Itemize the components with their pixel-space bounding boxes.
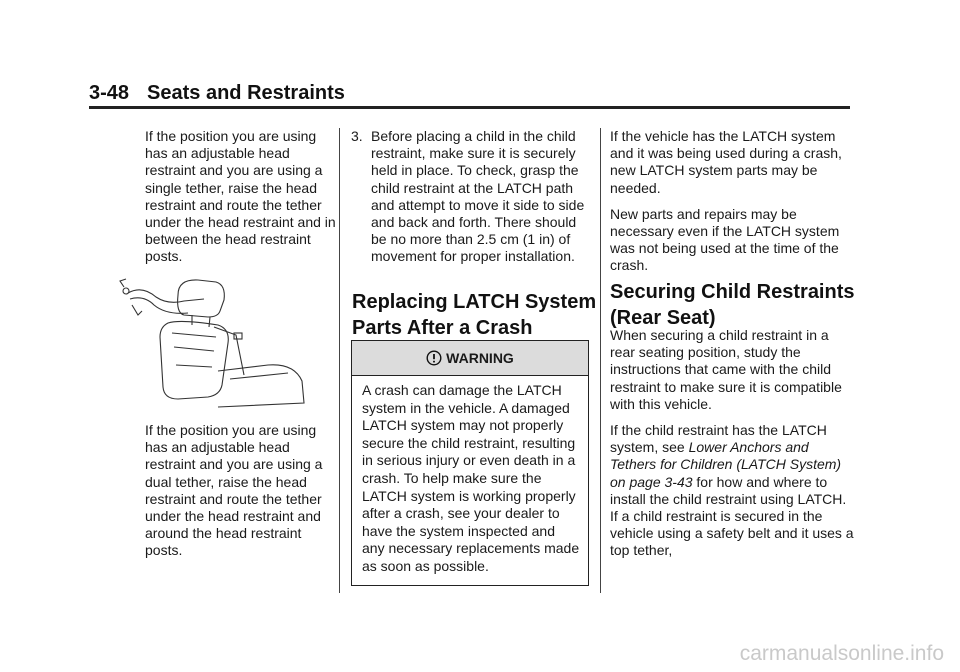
heading-securing-child-restraints: Securing Child Restraints (Rear Seat) (610, 281, 855, 329)
header-rule (89, 106, 850, 109)
col3-paragraph-4 (610, 422, 855, 560)
column-1-lower (145, 422, 340, 560)
column-divider-1 (339, 128, 340, 593)
warning-icon (426, 350, 442, 366)
section-title: Seats and Restraints (147, 82, 345, 104)
page-number: 3-48 (89, 82, 130, 104)
step-text: Before placing a child in the child restraint, make sure it is securely held in place. To check, grasp the child restraint at the LATCH path and attempt to move it side to side and back and forth. There should be no more than 2.5 cm (1 in) of movement for proper installation. (371, 128, 585, 265)
col3-paragraph-1: If the vehicle has the LATCH system and it was being used during a crash, new LATCH system parts may be needed. (610, 128, 842, 196)
step-number: 3. (351, 128, 363, 144)
col3-paragraph-3: When securing a child restraint in a rear seating position, study the instructions that came with the child restraint to make sure it is compatible with this vehicle. (610, 327, 842, 412)
col3-paragraph-4-end: for how and where to install the child restraint using LATCH. If a child restraint is secured in the vehicle using a safety belt and it uses a top tether, (610, 473, 854, 559)
heading-replacing-latch: Replacing LATCH System Parts After a Crash (352, 291, 597, 339)
column-1 (145, 128, 340, 275)
warning-header (352, 341, 588, 376)
column-2 (351, 128, 591, 280)
col3-paragraph-2: New parts and repairs may be necessary even if the LATCH system was not being used at the time of the crash. (610, 205, 840, 274)
col1-paragraph-2: If the position you are using has an adjustable head restraint and you are using a dual tether, raise the head restraint and route the tether under the head restraint and around the head restraint posts. (145, 422, 323, 559)
column-3 (610, 128, 855, 284)
warning-box (351, 340, 589, 586)
page-header (89, 82, 345, 105)
warning-text: A crash can damage the LATCH system in the vehicle. A damaged LATCH system may not properly secure the child restraint, resulting in serious injury or even death in a crash. To help make sure the LATCH system is working properly after a crash, see your dealer to have the system inspected and any necessary replacements made as soon as possible. (362, 382, 580, 574)
column-divider-2 (600, 128, 601, 593)
seat-tether-illustration (108, 275, 308, 409)
col3-paragraph-4-start: If the child restraint has the LATCH system, see (610, 422, 827, 456)
warning-title: WARNING (446, 350, 514, 366)
col1-paragraph-1: If the position you are using has an adjustable head restraint and you are using a single tether, raise the head restraint and route the tether under the head restraint and in between the head restraint posts. (145, 128, 336, 265)
watermark: carmanualsonline.info (739, 642, 944, 665)
step-3 (351, 128, 591, 266)
column-3-lower (610, 327, 855, 569)
cross-reference-link[interactable]: Lower Anchors and Tethers for Children (LATCH System) on page 3-43 (610, 439, 842, 490)
